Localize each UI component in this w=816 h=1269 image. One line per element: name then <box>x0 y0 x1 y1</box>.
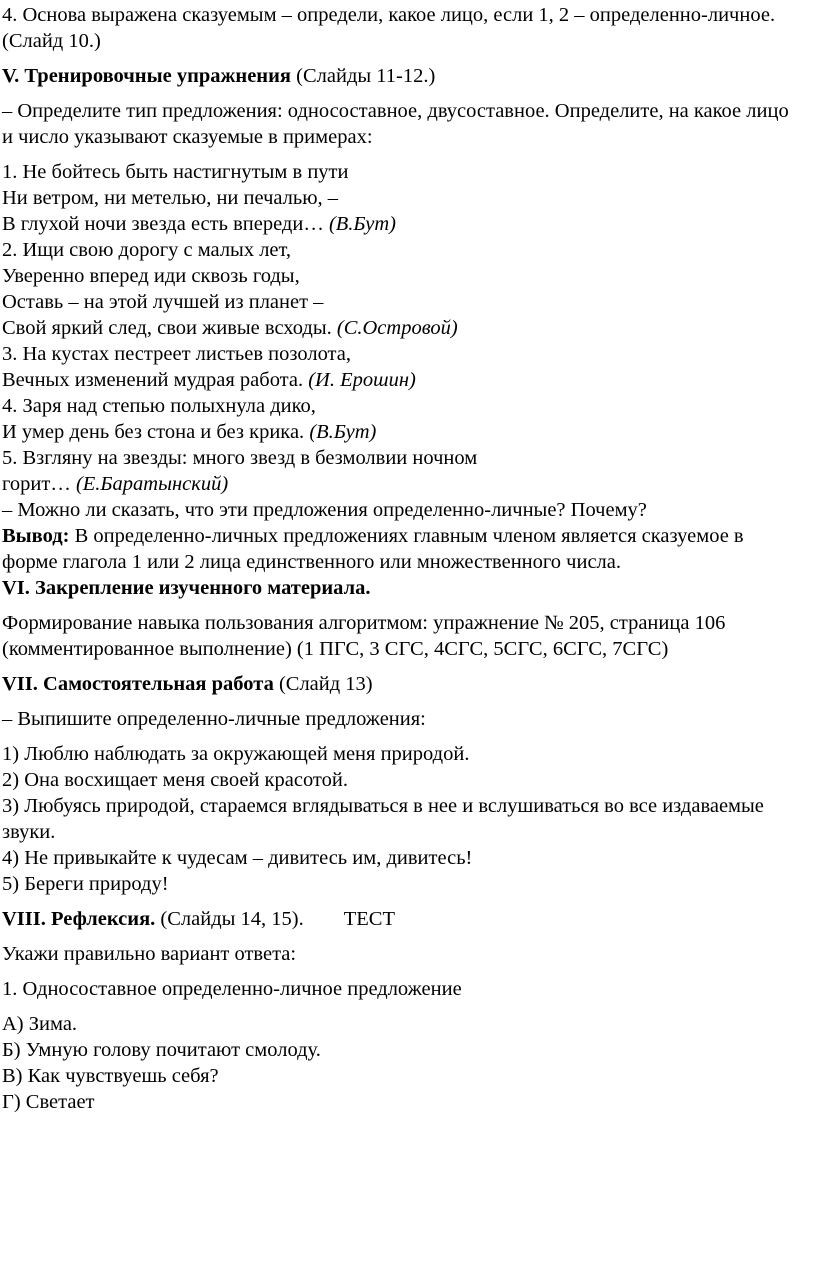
poem-line: Уверенно вперед иди сквозь годы, <box>2 265 300 287</box>
section-8-title: VIII. Рефлексия. <box>2 908 156 930</box>
task-7-paragraph: – Выпишите определенно-личные предложения: <box>2 708 426 730</box>
answer-option: Г) Светает <box>2 1091 95 1113</box>
conclusion-label: Вывод: <box>2 525 70 547</box>
poem-line: И умер день без стона и без крика. (В.Бут) <box>2 421 377 443</box>
poem-author: (В.Бут) <box>328 213 396 235</box>
conclusion-text: В определенно-личных предложениях главным членом является сказуемое в форме глагола 1 или 2 лица единственного или множественного числа. <box>2 525 744 573</box>
poem-line: 5. Взгляну на звезды: много звезд в безмолвии ночном <box>2 447 478 469</box>
question-5: – Можно ли сказать, что эти предложения определенно-личные? Почему? <box>2 499 647 521</box>
poem-author: (В.Бут) <box>309 421 377 443</box>
task-6-paragraph: Формирование навыка пользования алгоритмом: упражнение № 205, страница 106 (комментированное выполнение) (1 ПГС, 3 СГС, 4СГС, 5СГС, 6СГС, 7СГС) <box>2 612 726 660</box>
answer-option: В) Как чувствуешь себя? <box>2 1065 219 1087</box>
list-item: 3) Любуясь природой, стараемся вглядываться в нее и вслушиваться во все издаваемые звуки. <box>2 795 764 843</box>
poem-line: 4. Заря над степью полыхнула дико, <box>2 395 316 417</box>
intro-paragraph: 4. Основа выражена сказуемым – определи, какое лицо, если 1, 2 – определенно-личное. (Слайд 10.) <box>2 4 776 52</box>
list-item: 2) Она восхищает меня своей красотой. <box>2 769 348 791</box>
answer-option: А) Зима. <box>2 1013 78 1035</box>
list-item: 1) Люблю наблюдать за окружающей меня природой. <box>2 743 470 765</box>
poem-line: 3. На кустах пестреет листьев позолота, <box>2 343 351 365</box>
poem-line: Оставь – на этой лучшей из планет – <box>2 291 324 313</box>
section-8-note: (Слайды 14, 15). <box>160 908 304 930</box>
conclusion-paragraph <box>2 523 802 575</box>
section-6-heading <box>2 575 802 601</box>
poem-line: 2. Ищи свою дорогу с малых лет, <box>2 239 292 261</box>
task-5-paragraph: – Определите тип предложения: односоставное, двусоставное. Определите, на какое лицо и число указывают сказуемые в примерах: <box>2 100 789 148</box>
section-7-note: (Слайд 13) <box>278 673 373 695</box>
list-item: 4) Не привыкайте к чудесам – дивитесь им, дивитесь! <box>2 847 473 869</box>
section-7-title: VII. Самостоятельная работа <box>2 673 274 695</box>
poem-line: горит… (Е.Баратынский) <box>2 473 229 495</box>
poem-line: В глухой ночи звезда есть впереди… (В.Бут) <box>2 213 396 235</box>
section-5-note: (Слайды 11-12.) <box>296 65 436 87</box>
poem-line: 1. Не бойтесь быть настигнутым в пути <box>2 161 349 183</box>
section-7-heading <box>2 671 802 697</box>
section-5-title: V. Тренировочные упражнения <box>2 65 292 87</box>
sentence-list <box>2 741 802 897</box>
answer-list <box>2 1011 802 1115</box>
section-6-title: VI. Закрепление изученного материала. <box>2 577 371 599</box>
section-8-test: ТЕСТ <box>343 908 396 930</box>
question-1: 1. Односоставное определенно-личное предложение <box>2 978 462 1000</box>
section-5-heading <box>2 63 802 89</box>
list-item: 5) Береги природу! <box>2 873 169 895</box>
poem-author: (И. Ерошин) <box>308 369 416 391</box>
poem-line: Свой яркий след, свои живые всходы. (С.Островой) <box>2 317 458 339</box>
poem-author: (С.Островой) <box>336 317 458 339</box>
section-8-heading <box>2 906 802 932</box>
task-8-paragraph: Укажи правильно вариант ответа: <box>2 943 297 965</box>
poem-block <box>2 159 802 497</box>
poem-line: Ни ветром, ни метелью, ни печалью, – <box>2 187 339 209</box>
poem-author: (Е.Баратынский) <box>75 473 229 495</box>
poem-line: Вечных изменений мудрая работа. (И. Ерошин) <box>2 369 416 391</box>
answer-option: Б) Умную голову почитают смолоду. <box>2 1039 321 1061</box>
